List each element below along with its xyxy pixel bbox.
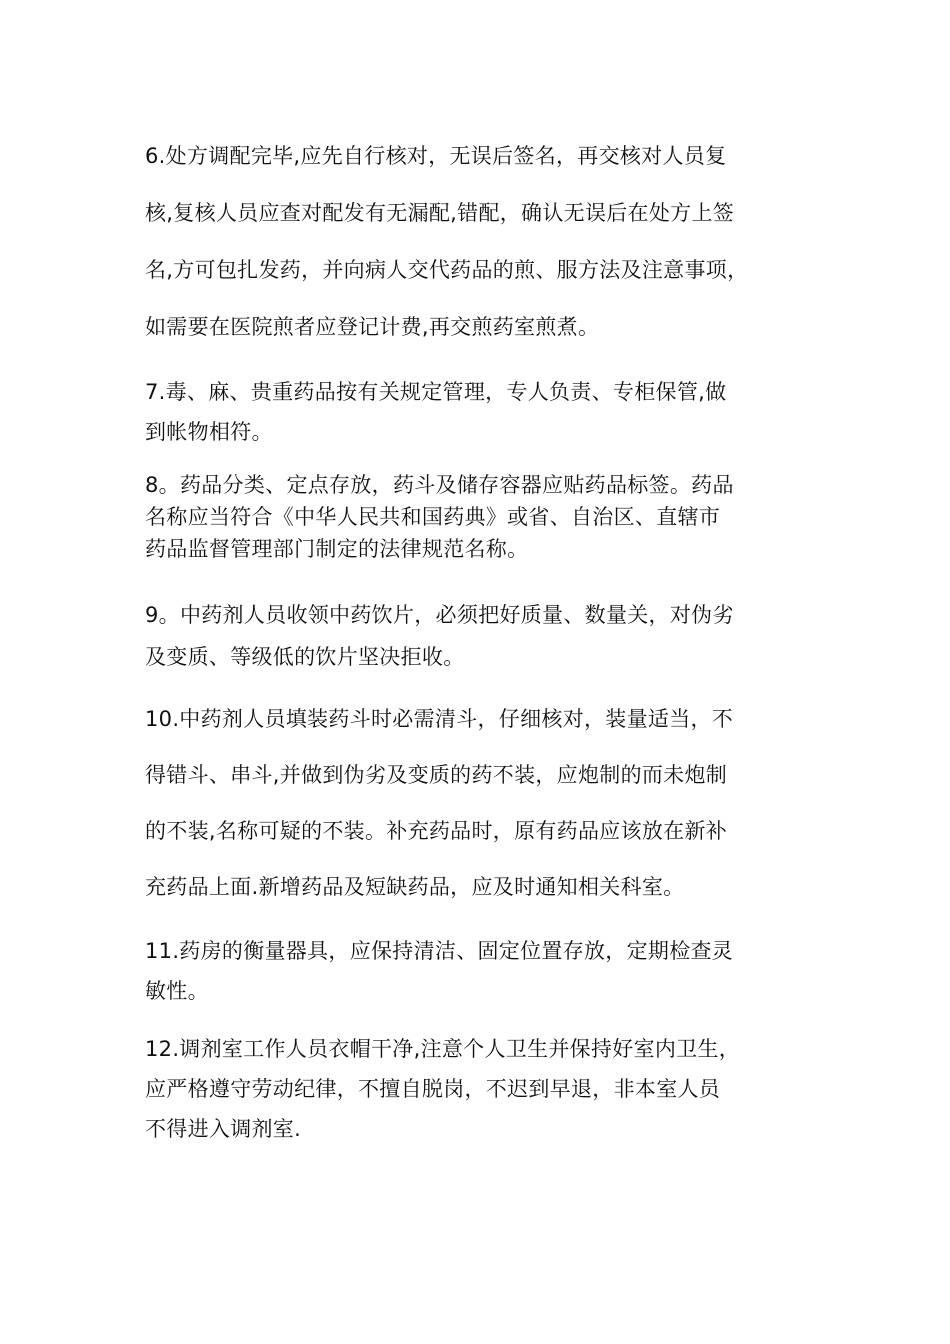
paragraph-line: 应严格遵守劳动纪律，不擅自脱岗，不迟到早退，非本室人员 (145, 1077, 721, 1101)
paragraph-line: 核,复核人员应查对配发有无漏配,错配，确认无误后在处方上签 (145, 201, 735, 225)
paragraph-line: 7.毒、麻、贵重药品按有关规定管理，专人负责、专柜保管,做 (145, 380, 727, 404)
paragraph-line: 充药品上面.新增药品及短缺药品，应及时通知相关科室。 (145, 875, 685, 899)
paragraph-line: 药品监督管理部门制定的法律规范名称。 (145, 537, 529, 561)
paragraph-line: 敏性。 (145, 979, 209, 1003)
paragraph-line: 的不装,名称可疑的不装。补充药品时，原有药品应该放在新补 (145, 819, 728, 843)
paragraph-line: 如需要在医院煎者应登记计费,再交煎药室煎煮。 (145, 315, 600, 339)
paragraph-6 (145, 128, 815, 356)
paragraph-9 (145, 594, 815, 678)
paragraph-line: 9。中药剂人员收领中药饮片，必须把好质量、数量关，对伪劣 (145, 603, 734, 627)
paragraph-line: 6.处方调配完毕,应先自行核对，无误后签名，再交核对人员复 (145, 144, 727, 168)
paragraph-12 (145, 1029, 815, 1149)
paragraph-11 (145, 931, 815, 1011)
paragraph-line: 及变质、等级低的饮片坚决拒收。 (145, 645, 465, 669)
paragraph-8 (145, 469, 815, 565)
paragraph-7 (145, 372, 815, 452)
paragraph-10 (145, 691, 815, 915)
paragraph-line: 名,方可包扎发药，并向病人交代药品的煎、服方法及注意事项， (145, 258, 749, 282)
paragraph-line: 11.药房的衡量器具，应保持清洁、固定位置存放，定期检查灵 (145, 939, 734, 963)
paragraph-line: 12.调剂室工作人员衣帽干净,注意个人卫生并保持好室内卫生， (145, 1037, 741, 1061)
paragraph-line: 8。药品分类、定点存放，药斗及储存容器应贴药品标签。药品 (145, 473, 734, 497)
paragraph-line: 到帐物相符。 (145, 420, 273, 444)
paragraph-line: 10.中药剂人员填装药斗时必需清斗，仔细核对，装量适当，不 (145, 707, 734, 731)
paragraph-line: 得错斗、串斗,并做到伪劣及变质的药不装，应炮制的而未炮制 (145, 763, 728, 787)
paragraph-line: 名称应当符合《中华人民共和国药典》或省、自治区、直辖市 (145, 505, 721, 529)
paragraph-line: 不得进入调剂室. (145, 1117, 302, 1141)
